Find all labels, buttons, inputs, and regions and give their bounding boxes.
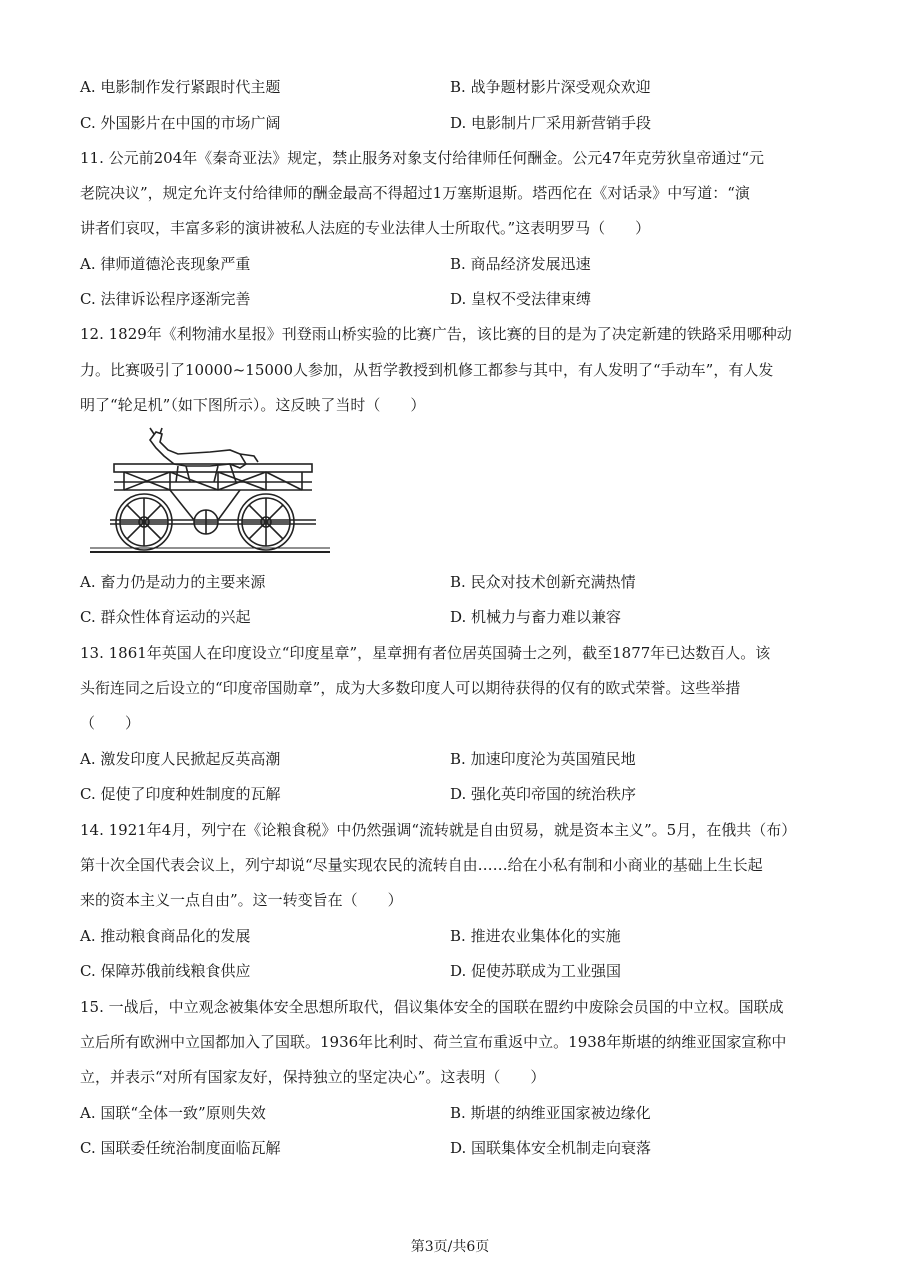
page-number: 第3页/共6页: [410, 1239, 490, 1255]
q12-stem-line-1: 12. 1829年《利物浦水星报》刊登雨山桥实验的比赛广告，该比赛的目的是为了决定新建的铁路采用哪种动: [80, 325, 792, 343]
horse-powered-wheel-foot-machine-illustration: [90, 424, 330, 556]
q13-stem-line-1: 13. 1861年英国人在印度设立“印度星章”，星章拥有者位居英国骑士之列，截至1877年已达数百人。该: [80, 644, 771, 662]
q11-option-a[interactable]: A. 律师道德沦丧现象严重: [80, 255, 251, 273]
q15-stem-line-2: 立后所有欧洲中立国都加入了国联。1936年比利时、荷兰宣布重返中立。1938年斯堪的纳维亚国家宣称中: [80, 1033, 787, 1051]
q10-option-c[interactable]: C. 外国影片在中国的市场广阔: [80, 114, 281, 132]
q14-option-a[interactable]: A. 推动粮食商品化的发展: [80, 927, 251, 945]
q15-option-c[interactable]: C. 国联委任统治制度面临瓦解: [80, 1139, 281, 1157]
q11-option-c[interactable]: C. 法律诉讼程序逐渐完善: [80, 290, 251, 308]
q14-stem-line-1: 14. 1921年4月，列宁在《论粮食税》中仍然强调“流转就是自由贸易，就是资本主义”。5月，在俄共（布）: [80, 821, 797, 839]
q11-option-d[interactable]: D. 皇权不受法律束缚: [450, 290, 592, 308]
q10-option-b[interactable]: B. 战争题材影片深受观众欢迎: [450, 78, 651, 96]
q15-option-d[interactable]: D. 国联集体安全机制走向衰落: [450, 1139, 652, 1157]
q11-option-b[interactable]: B. 商品经济发展迅速: [450, 255, 591, 273]
q13-option-c[interactable]: C. 促使了印度种姓制度的瓦解: [80, 785, 281, 803]
q15-option-b[interactable]: B. 斯堪的纳维亚国家被边缘化: [450, 1104, 651, 1122]
q14-option-d[interactable]: D. 促使苏联成为工业强国: [450, 962, 622, 980]
q12-option-c[interactable]: C. 群众性体育运动的兴起: [80, 608, 251, 626]
q14-stem-line-3: 来的资本主义一点自由”。这一转变旨在（ ）: [80, 891, 403, 909]
q12-option-b[interactable]: B. 民众对技术创新充满热情: [450, 573, 636, 591]
q15-stem-line-1: 15. 一战后，中立观念被集体安全思想所取代，倡议集体安全的国联在盟约中废除会员国的中立权。国联成: [80, 998, 784, 1016]
q14-option-b[interactable]: B. 推进农业集体化的实施: [450, 927, 621, 945]
q15-stem-line-3: 立，并表示“对所有国家友好，保持独立的坚定决心”。这表明（ ）: [80, 1068, 546, 1086]
q15-option-a[interactable]: A. 国联“全体一致”原则失效: [80, 1104, 266, 1122]
q11-stem-line-3: 讲者们哀叹，丰富多彩的演讲被私人法庭的专业法律人士所取代。”这表明罗马（ ）: [80, 219, 651, 237]
q12-option-a[interactable]: A. 畜力仍是动力的主要来源: [80, 573, 266, 591]
q13-stem-line-3: （ ）: [80, 714, 141, 732]
q13-option-a[interactable]: A. 激发印度人民掀起反英高潮: [80, 750, 281, 768]
q12-stem-line-3: 明了“轮足机”（如下图所示）。这反映了当时（ ）: [80, 396, 426, 414]
q13-option-d[interactable]: D. 强化英印帝国的统治秩序: [450, 785, 637, 803]
q14-option-c[interactable]: C. 保障苏俄前线粮食供应: [80, 962, 251, 980]
q12-option-d[interactable]: D. 机械力与畜力难以兼容: [450, 608, 622, 626]
q11-stem-line-1: 11. 公元前204年《秦奇亚法》规定，禁止服务对象支付给律师任何酬金。公元47年克劳狄皇帝通过“元: [80, 149, 765, 167]
q10-option-d[interactable]: D. 电影制片厂采用新营销手段: [450, 114, 652, 132]
q12-stem-line-2: 力。比赛吸引了10000~15000人参加，从哲学教授到机修工都参与其中，有人发明了“手动车”，有人发: [80, 361, 774, 379]
q10-option-a[interactable]: A. 电影制作发行紧跟时代主题: [80, 78, 281, 96]
q14-stem-line-2: 第十次全国代表会议上，列宁却说“尽量实现农民的流转自由……给在小私有制和小商业的基础上生长起: [80, 856, 763, 874]
q13-stem-line-2: 头衔连同之后设立的“印度帝国勋章”，成为大多数印度人可以期待获得的仅有的欧式荣誉。这些举措: [80, 679, 741, 697]
q11-stem-line-2: 老院决议”，规定允许支付给律师的酬金最高不得超过1万塞斯退斯。塔西佗在《对话录》中写道：“演: [80, 184, 750, 202]
q13-option-b[interactable]: B. 加速印度沦为英国殖民地: [450, 750, 636, 768]
